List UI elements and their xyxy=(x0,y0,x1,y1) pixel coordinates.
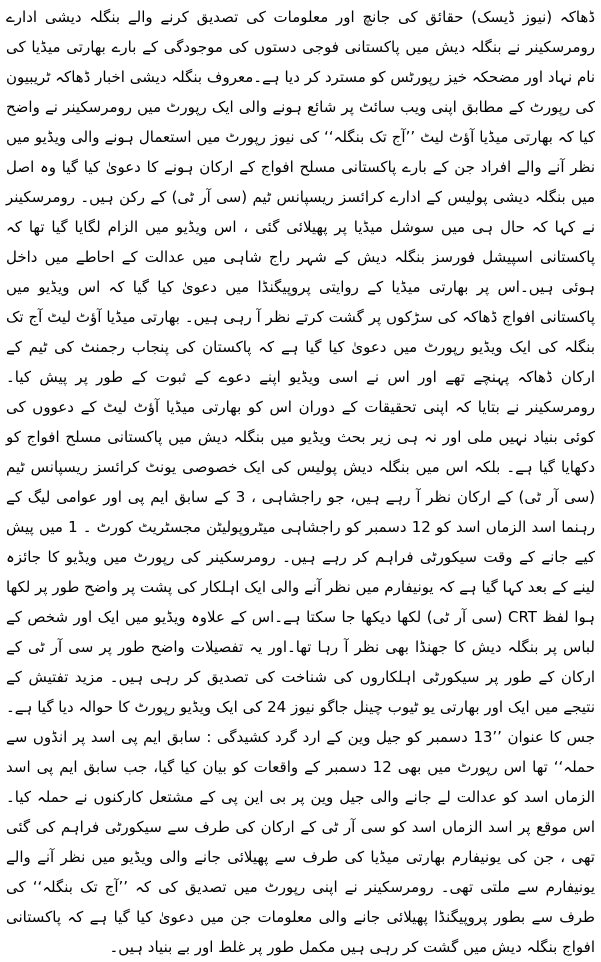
article-body: ڈھاکہ (نیوز ڈیسک) حقائق کی جانچ اور معلومات کی تصدیق کرنے والے بنگلہ دیشی ادارے رومرسکینر نے بنگلہ دیش میں پاکستانی فوجی دستوں کی موجودگی کے بارے بھارتی میڈیا کی نام نہاد اور مضحکہ خیز رپورٹس کو مسترد کر دیا ہے۔معروف بنگلہ دیشی اخبار ڈھاکہ ٹریبیون کی رپورٹ کے مطابق اپنی ویب سائٹ پر شائع ہونے والی ایک رپورٹ میں رومرسکینر نے واضح کیا کہ بھارتی میڈیا آؤٹ لیٹ ’’آج تک بنگلہ‘‘ کی نیوز رپورٹ میں استعمال ہونے والی ویڈیو میں نظر آنے والے افراد جن کے بارے پاکستانی مسلح افواج کے ارکان ہونے کا دعویٰ کیا گیا وہ اصل میں بنگلہ دیشی پولیس کے ادارے کرائسز ریسپانس ٹیم (سی آر ٹی) کے رکن ہیں۔ رومرسکینر نے کہا کہ حال ہی میں سوشل میڈیا پر پھیلائی گئی ، اس ویڈیو میں الزام لگایا گیا تھا کہ پاکستانی اسپیشل فورسز بنگلہ دیش کے شہر راج شاہی میں عدالت کے احاطے میں داخل ہوئی ہیں۔اس پر بھارتی میڈیا کے روایتی پروپیگنڈا میں دعویٰ کیا گیا کہ اس ویڈیو میں پاکستانی افواج ڈھاکہ کی سڑکوں پر گشت کرتے نظر آ رہی ہیں۔ بھارتی میڈیا آؤٹ لیٹ آج تک بنگلہ کی ایک ویڈیو رپورٹ میں دعویٰ کیا گیا ہے کہ پاکستان کی پنجاب رجمنٹ کی ٹیم کے ارکان ڈھاکہ پہنچے تھے اور اس نے اسی ویڈیو اپنے دعوے کے ثبوت کے طور پر پیش کیا۔ رومرسکینر نے بتایا کہ اپنی تحقیقات کے دوران اس کو بھارتی میڈیا آؤٹ لیٹ کے دعووں کی کوئی بنیاد نہیں ملی اور نہ ہی زیر بحث ویڈیو میں بنگلہ دیش میں پاکستانی مسلح افواج کو دکھایا گیا ہے۔ بلکہ اس میں بنگلہ دیش پولیس کی ایک خصوصی یونٹ کرائسز ریسپانس ٹیم (سی آر ٹی) کے ارکان نظر آ رہے ہیں، جو راجشاہی ، 3 کے سابق ایم پی اور عوامی لیگ کے رہنما اسد الزماں اسد کو 12 دسمبر کو راجشاہی میٹروپولیٹن مجسٹریٹ کورٹ ۔ 1 میں پیش کیے جانے کے وقت سیکورٹی فراہم کر رہے ہیں۔ رومرسکینر کی رپورٹ میں ویڈیو کا جائزہ لینے کے بعد کہا گیا ہے کہ یونیفارم میں نظر آنے والی ایک اہلکار کی پشت پر واضح طور پر لکھا ہوا لفظ CRT (سی آر ٹی) لکھا دیکھا جا سکتا ہے۔اس کے علاوہ ویڈیو میں ایک اور شخص کے لباس پر بنگلہ دیش کا جھنڈا بھی نظر آ رہا تھا۔اور یہ تفصیلات واضح طور پر سی آر ٹی کے ارکان کے طور پر سیکورٹی اہلکاروں کی شناخت کی تصدیق کر رہی ہیں۔ مزید تفتیش کے نتیجے میں ایک اور بھارتی یو ٹیوب چینل جاگو نیوز 24 کی ایک ویڈیو رپورٹ کا حوالہ دیا گیا ہے۔جس کا عنوان ’’13 دسمبر کو جیل وین کے ارد گرد کشیدگی : سابق ایم پی اسد پر انڈوں سے حملہ‘‘ تھا اس رپورٹ میں بھی 12 دسمبر کے واقعات کو بیان کیا گیا، جب سابق ایم پی اسد الزماں اسد کو عدالت لے جانے والی جیل وین پر بی این پی کے مشتعل کارکنوں نے حملہ کیا۔ اس موقع پر اسد الزماں اسد کو سی آر ٹی کے ارکان کی طرف سے سیکورٹی فراہم کی گئی تھی ، جن کی یونیفارم بھارتی میڈیا کی طرف سے پھیلائی جانے والی ویڈیو میں نظر آنے والے یونیفارم سے ملتی تھی۔ رومرسکینر نے اپنی رپورٹ میں تصدیق کی کہ ’’آج تک بنگلہ‘‘ کی طرف سے بطور پروپیگنڈا پھیلائی جانے والی معلومات جن میں دعویٰ کیا گیا ہے کہ پاکستانی افواج بنگلہ دیش میں گشت کر رہی ہیں مکمل طور پر غلط اور بے بنیاد ہیں۔ xyxy=(6,8,596,956)
